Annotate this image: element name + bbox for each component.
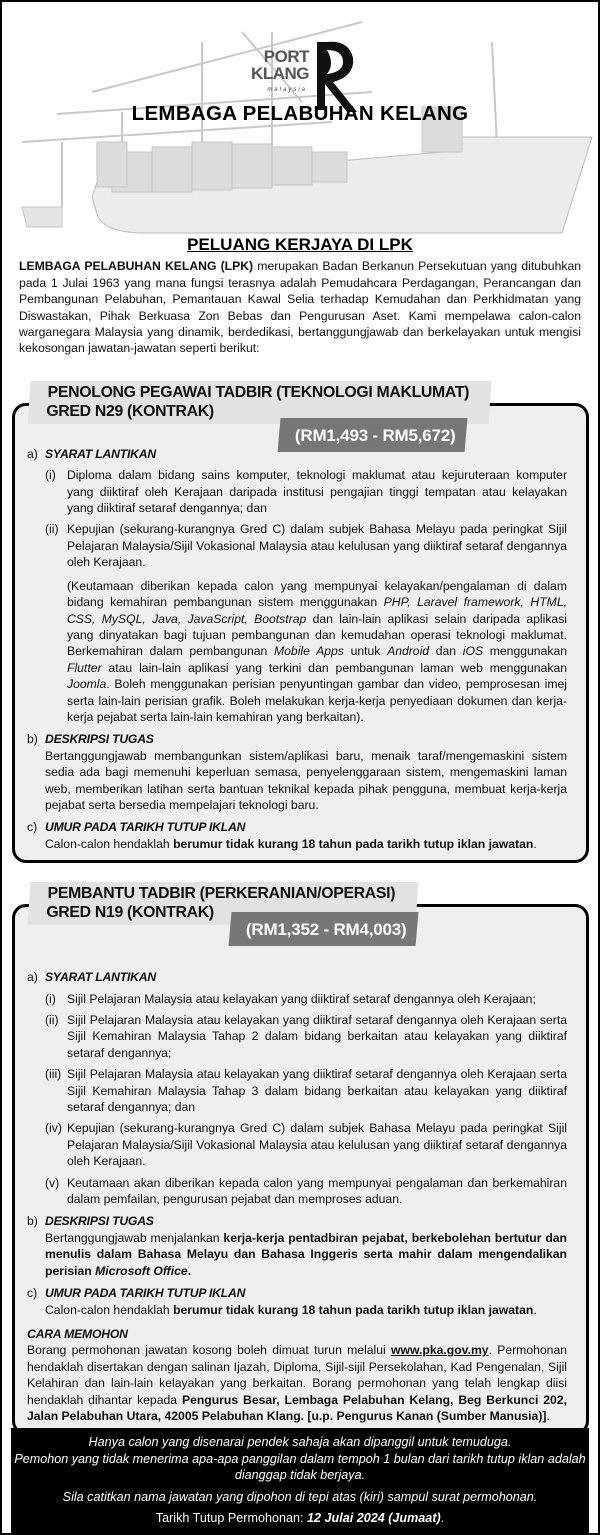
logo-text-malaysia: malaysia (267, 87, 307, 93)
section-label: a) (27, 970, 38, 985)
text-segment: Joomla (67, 677, 107, 692)
requirement-list (45, 467, 567, 570)
requirement-item (45, 1175, 567, 1208)
closing-date-label: Tarikh Tutup Permohonan: (155, 1511, 307, 1525)
text-segment: dan (429, 644, 463, 659)
organisation-title: LEMBAGA PELABUHAN KELANG (131, 102, 469, 125)
text-segment: merupakan Badan Berkanun Persekutuan yang ditubuhkan pada 1 Julai 1963 yang mana fungsi terasnya adalah Pemudahcara Perdagangan, Perancangan dan Pembangunan Pelabuhan, Pemantauan Kawal Selia terhadap Kemudahan dan Perkhidmatan yang Diswastakan, Pihak Berkuasa Zon Bebas dan Pengurusan Aset. Kami mempelawa calon-calon warganegara Malaysia yang dinamik, berdedikasi, bertanggungjawab dan berkelayakan untuk mengisi kekosongan jawatan-jawatan seperti berikut: (19, 259, 581, 356)
text-segment: atau lain-lain aplikasi yang terkini dan pembangunan laman web menggunakan (101, 660, 567, 675)
item-number: (i) (45, 468, 56, 483)
section-label: c) (27, 1286, 38, 1301)
salary-range: (RM1,493 - RM5,672) (294, 425, 456, 445)
age-requirement (45, 836, 567, 852)
requirement-item (45, 467, 567, 516)
requirement-item (45, 521, 567, 570)
job-title-line: PEMBANTU TADBIR (PERKERANIAN/OPERASI) (47, 885, 396, 903)
text-segment: menggunakan (483, 644, 567, 659)
duty-description (45, 1230, 567, 1279)
text-segment: Microsoft Office (95, 1263, 188, 1278)
text-segment: iOS (462, 644, 484, 659)
text-segment[interactable]: www.pka.gov.my (391, 1343, 489, 1358)
text-segment: untuk (343, 644, 388, 659)
item-number: (iii) (45, 1067, 62, 1082)
item-text: Diploma dalam bidang sains komputer, teknologi maklumat atau kejuruteraan komputer yang diiktiraf oleh Kerajaan daripada institusi pengajian tinggi tempatan atau kelayakan yang diiktiraf setaraf dengannya; dan (67, 468, 567, 516)
text-segment: Calon-calon hendaklah (45, 1302, 174, 1317)
section-label: c) (27, 820, 38, 835)
text-segment: . (546, 1408, 550, 1423)
unsuccessful-notice: Pemohon yang tidak menerima apa-apa panggilan dalam tempoh 1 bulan dari tarikh tutup iklan adalah dianggap tidak berjaya. (14, 1451, 586, 1482)
section-label: b) (27, 1214, 38, 1229)
text-segment: (Keutamaan diberikan kepada calon yang mempunyai kelayakan/pengalaman di dalam bidang kemahiran pembangunan sistem menggunakan (67, 578, 567, 610)
item-number: (i) (45, 991, 56, 1006)
salary-badge (228, 912, 418, 946)
duty-description (45, 748, 567, 814)
item-text: Kepujian (sekurang-kurangnya Gred C) dalam subjek Bahasa Melayu pada peringkat Sijil Pelajaran Malaysia/Sijil Vokasional Malaysia atau kelulusan yang diiktiraf setaraf dengannya oleh Kerajaan. (67, 1121, 567, 1169)
section-heading: UMUR PADA TARIKH TUTUP IKLAN (45, 820, 246, 835)
item-number: (ii) (45, 1013, 59, 1027)
text-segment: . (187, 1263, 192, 1278)
job-grade: GRED N29 (KONTRAK) (46, 402, 214, 420)
text-segment: PHP, Laravel framework, HTML, CSS, MySQL, Java, JavaScript, Bootstrap (67, 595, 567, 626)
text-segment: berumur tidak kurang 18 tahun pada tarikh tutup iklan jawatan (173, 1302, 534, 1317)
job-title-line: PENOLONG PEGAWAI TADBIR (TEKNOLOGI MAKLUMAT) (47, 383, 470, 401)
logo-text-port: PORT (263, 47, 309, 66)
text-segment: Mobile Apps (274, 644, 344, 659)
section-syarat-lantikan (27, 446, 567, 726)
section-deskripsi-tugas (27, 731, 567, 813)
text-segment: . (533, 1302, 537, 1317)
text-segment: Bertanggungjawab membangunkan sistem/aplikasi baru, menaik taraf/mengemaskini sistem sedia ada bagi memenuhi keperluan semasa, penyelenggaraan sistem, mengemaskini laman web, memberikan latihan serta bantuan teknikal kepada pihak pengguna, membuat kerja-kerja pejabat serta bersedia mempelajari teknologi baru. (45, 748, 567, 812)
port-klang-logo (242, 40, 357, 110)
requirement-item (45, 1066, 567, 1115)
item-text: Sijil Pelajaran Malaysia atau kelayakan yang diiktiraf setaraf dengannya oleh Kerajaan serta Sijil Kemahiran Malaysia Tahap 2 dalam bidang berkaitan atau kelayakan yang diiktiraf setaraf dengannya; (67, 1013, 567, 1060)
job-grade: GRED N19 (KONTRAK) (46, 903, 214, 921)
closing-date: 12 Julai 2024 (Jumaat) (307, 1511, 441, 1525)
section-label: a) (27, 446, 38, 461)
section-title: PELUANG KERJAYA DI LPK (187, 235, 413, 254)
text-segment: kerja-kerja pentadbiran pejabat, berkebolehan bertutur dan menulis dalam Bahasa Melayu dan Bahasa Inggeris serta mahir dalam mengendalikan perisian (45, 1230, 567, 1278)
preference-note (67, 578, 567, 726)
requirement-item (45, 1120, 567, 1169)
requirement-item (45, 991, 567, 1007)
text-segment: . Boleh menggunakan perisian penyuntingan gambar dan video, pemprosesan imej serta lain-lain perisian grafik. Boleh melakukan kerja-kerja penyediaan dokumen dan kerja-kerja pejabat serta lain-lain kemahiran yang berkaitan). (67, 677, 567, 724)
text-segment: Flutter (67, 660, 102, 675)
salary-badge (277, 418, 467, 452)
closing-date-line (11, 1510, 589, 1527)
text-segment: Borang permohonan jawatan kosong boleh dimuat turun melalui (27, 1343, 392, 1358)
text-segment: . (533, 836, 537, 851)
section-heading: DESKRIPSI TUGAS (45, 732, 154, 747)
section-umur (27, 819, 567, 852)
section-heading: DESKRIPSI TUGAS (45, 1214, 154, 1229)
item-number: (iv) (45, 1121, 62, 1136)
section-umur (27, 1285, 567, 1318)
item-number: (ii) (45, 522, 59, 537)
text-segment: LEMBAGA PELABUHAN KELANG (LPK) (19, 259, 254, 274)
item-text: Sijil Pelajaran Malaysia atau kelayakan yang diiktiraf setaraf dengannya oleh Kerajaan serta Sijil Kemahiran Malaysia Tahap 3 dalam bidang berkaitan atau kelayakan yang diiktiraf setaraf dengannya; dan (67, 1067, 567, 1115)
envelope-note: Sila catitkan nama jawatan yang dipohon di tepi atas (kiri) sampul surat permohonan. (62, 1489, 538, 1504)
section-syarat-lantikan (27, 969, 567, 1207)
requirement-item (45, 1012, 567, 1061)
section-cara-memohon (27, 1326, 567, 1424)
section-heading: SYARAT LANTIKAN (45, 970, 156, 985)
job-card-pembantu-tadbir (12, 885, 589, 1435)
footer-notice (11, 1428, 589, 1533)
text-segment: . Permohonan hendaklah disertakan dengan salinan Ijazah, Diploma, Sijil-sijil Persekolahan, Kad Pengenalan, Sijil Kelahiran dan lain-lain kelayakan yang berkaitan. Borang permohonan yang telah lengkap diisi hendaklah dihantar kepada (27, 1343, 568, 1407)
requirement-list (45, 991, 567, 1208)
section-heading: UMUR PADA TARIKH TUTUP IKLAN (45, 1286, 246, 1301)
closing-date-period: . (440, 1511, 445, 1525)
item-text: Kepujian (sekurang-kurangnya Gred C) dalam subjek Bahasa Melayu pada peringkat Sijil Pelajaran Malaysia/Sijil Vokasional Malaysia atau kelulusan yang diiktiraf setaraf dengannya oleh Kerajaan. (67, 522, 567, 570)
item-number: (v) (45, 1175, 60, 1190)
job-card-penolong-pegawai-tadbir (12, 383, 589, 863)
shortlist-notice: Hanya calon yang disenarai pendek sahaja akan dipanggil untuk temuduga. (88, 1435, 512, 1449)
salary-range: (RM1,352 - RM4,003) (245, 920, 407, 940)
section-label: b) (27, 732, 38, 747)
text-segment: dan lain-lain aplikasi selain daripada aplikasi yang dinyatakan bagi tujuan pembangunan dan kemudahan operasi teknologi maklumat. Berkemahiran dalam pembangunan (67, 611, 567, 659)
text-segment: berumur tidak kurang 18 tahun pada tarikh tutup iklan jawatan (173, 836, 534, 851)
text-segment: Calon-calon hendaklah (45, 836, 174, 851)
text-segment: Android (387, 644, 430, 659)
logo-text-klang: KLANG (251, 64, 309, 83)
text-segment: Pengurus Besar, Lembaga Pelabuhan Kelang, Beg Berkunci 202, Jalan Pelabuhan Utara, 42005 Pelabuhan Klang. [u.p. Pengurus Kanan (Sumber Manusia)] (27, 1392, 567, 1423)
item-text: Keutamaan akan diberikan kepada calon yang mempunyai pengalaman dan berkemahiran dalam pemfailan, pengurusan pejabat dan memproses aduan. (67, 1175, 567, 1207)
section-heading: SYARAT LANTIKAN (45, 446, 156, 461)
section-heading: CARA MEMOHON (27, 1326, 128, 1341)
intro-paragraph (19, 258, 581, 356)
section-deskripsi-tugas (27, 1213, 567, 1279)
header-banner (2, 2, 598, 234)
item-text: Sijil Pelajaran Malaysia atau kelayakan yang diiktiraf setaraf dengannya oleh Kerajaan; (67, 991, 536, 1006)
age-requirement (45, 1302, 567, 1318)
application-instructions (27, 1342, 567, 1424)
text-segment: Bertanggungjawab menjalankan (45, 1230, 224, 1245)
